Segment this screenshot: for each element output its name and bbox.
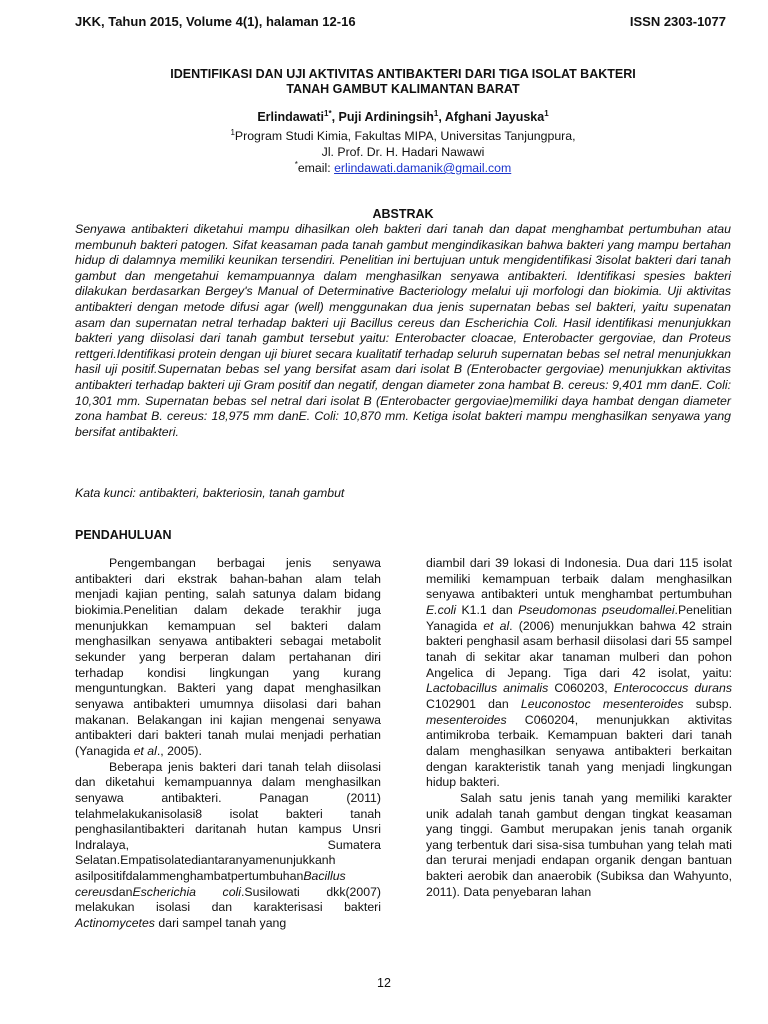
text-run: .Susilowati dkk(2007) melakukan isolasi dan karakterisasi bakteri bbox=[75, 884, 382, 915]
title-line-2: TANAH GAMBUT KALIMANTAN BARAT bbox=[286, 82, 520, 96]
author-2-affil: 1 bbox=[433, 108, 439, 118]
italic-run: et al bbox=[133, 743, 157, 758]
author-1: Erlindawati bbox=[257, 110, 325, 124]
email-marker: * bbox=[294, 159, 298, 169]
italic-run: Bacillus cereus bbox=[75, 869, 346, 899]
intro-paragraph bbox=[75, 556, 381, 760]
intro-paragraph: Salah satu jenis tanah yang memiliki karakter unik adalah tanah gambut dengan tingkat keasaman yang tinggi. Gambut merupakan jenis tanah organik yang terbentuk dari sisa-sisa tumbuhan yang telah mati dan terurai menjadi endapan organik dengan bantuan bakteri aerobik dan anaerobik (Subiksa dan Wahyunto, 2011). Data penyebaran lahan bbox=[426, 790, 732, 899]
author-2: , Puji Ardiningsih bbox=[331, 110, 434, 124]
italic-run: Lactobacillus animalis bbox=[426, 681, 549, 696]
text-run: diambil dari 39 lokasi di Indonesia. Dua dari 115 isolat memiliki kemampuan terbaik dalam menghasilkan senyawa antibakteri untuk menghambat pertumbuhan bbox=[426, 556, 732, 602]
italic-run: E.coli bbox=[426, 602, 457, 617]
author-1-affil: 1* bbox=[324, 108, 332, 118]
journal-citation: JKK, Tahun 2015, Volume 4(1), halaman 12-16 bbox=[75, 14, 356, 29]
email-link[interactable]: erlindawati.damanik@gmail.com bbox=[334, 161, 512, 175]
author-3-affil: 1 bbox=[544, 108, 549, 118]
intro-right-column bbox=[426, 556, 732, 900]
keywords: Kata kunci: antibakteri, bakteriosin, tanah gambut bbox=[75, 486, 345, 500]
intro-paragraph bbox=[75, 760, 381, 932]
text-run: Pengembangan berbagai jenis senyawa antibakteri dari ekstrak bahan-bahan alam telah menjadi kajian penting, salah satunya dalam bidang biokimia.Penelitian dalam dekade terakhir juga menunjukkan kemampuan sel bakteri dalam menghasilkan senyawa antibakteri sebagai metabolit sekunder yang berperan dalam pertahanan diri terhadap kondisi lingkungan yang kurang menguntungkan. Bakteri yang dapat menghasilkan senyawa antibakteri umumnya diisolasi dari bahan makanan. Belakangan ini kajian mengenai senyawa antibakteri dari bakteri tanah mulai menjadi perhatian (Yanagida bbox=[75, 556, 381, 758]
affiliation-marker: 1 bbox=[230, 127, 235, 137]
italic-run: Enterococcus durans bbox=[613, 681, 732, 696]
text-run: dari sampel tanah yang bbox=[154, 916, 287, 931]
affiliation-line-2: Jl. Prof. Dr. H. Hadari Nawawi bbox=[321, 145, 485, 159]
text-run: C060204, menunjukkan aktivitas antimikroba terbaik. Kemampuan bakteri dari tanah dalam menghasilkan senyawa antibakteri berkaitan dengan karakteristik tanah yang menjadi lingkungan hidup bakteri. bbox=[426, 712, 732, 790]
text-run: ., 2005). bbox=[156, 743, 202, 758]
page-number: 12 bbox=[377, 976, 391, 990]
affiliation-line-1: Program Studi Kimia, Fakultas MIPA, Universitas Tanjungpura, bbox=[234, 129, 576, 143]
title-line-1: IDENTIFIKASI DAN UJI AKTIVITAS ANTIBAKTERI DARI TIGA ISOLAT BAKTERI bbox=[170, 67, 636, 81]
issn: ISSN 2303-1077 bbox=[629, 14, 726, 29]
intro-left-column bbox=[75, 556, 381, 932]
text-run: .Penelitian Yanagida bbox=[426, 602, 732, 633]
author-list bbox=[75, 110, 731, 124]
intro-paragraph bbox=[426, 556, 732, 791]
italic-run: et al bbox=[483, 618, 510, 633]
text-run: dan bbox=[111, 884, 133, 899]
italic-run: mesenteroides bbox=[426, 712, 507, 727]
abstract-text: Senyawa antibakteri diketahui mampu dihasilkan oleh bakteri dari tanah dan dapat menghambat pertumbuhan atau membunuh bakteri patogen. Sifat keasaman pada tanah gambut mengindikasikan bahwa bakteri yang mampu bertahan hidup di dalamnya memiliki keunikan tersendiri. Penelitian ini bertujuan untuk mengidentifikasi 3isolat bakteri dari tanah gambut dan mengetahui kemampuannya dalam menghasilkan senyawa antibakteri. Identifikasi spesies bakteri dilakukan berdasarkan Bergey's Manual of Determinative Bacteriology melalui uji morfologi dan biokimia. Uji aktivitas antibakteri dengan metode difusi agar (well) menggunakan dua jenis supernatan bebas sel bakteri, yaitu supenatan asam dan supernatan netral terhadap bakteri uji Bacillus cereus dan Escherichia Coli. Hasil identifikasi menunjukkan bakteri yang diisolasi dari tanah gambut tersebut yaitu: Enterobacter cloacae, Enterobacter gergoviae, dan Proteus rettgeri.Identifikasi protein dengan uji biuret secara kualitatif terhadap seluruh supernatan bebas sel netral menunjukkan hasil uji positif.Supernatan bebas sel yang bersifat asam dari isolat B (Enterobacter gergoviae) menunjukkan aktivitas antibakteri terhadap bakteri uji Gram positif dan negatif, dengan diameter zona hambat B. cereus: 9,401 mm danE. Coli: 10,301 mm. Supernatan bebas sel netral dari isolat B (Enterobacter gergoviae)memiliki daya hambat dengan diameter zona hambat B. cereus: 18,975 mm danE. Coli: 10,870 mm. Ketiga isolat bakteri mampu menghasilkan senyawa yang bersifat antibakteri. bbox=[75, 222, 731, 439]
text-run: K1.1 dan bbox=[456, 602, 519, 617]
text-run: C102901 dan bbox=[426, 696, 521, 711]
italic-run: Actinomycetes bbox=[75, 916, 155, 931]
abstract-heading: ABSTRAK bbox=[372, 207, 434, 221]
text-run: subsp. bbox=[683, 696, 732, 711]
paper-title bbox=[75, 67, 731, 97]
author-3: , Afghani Jayuska bbox=[438, 110, 545, 124]
text-run: C060203, bbox=[548, 681, 614, 696]
text-run: . (2006) menunjukkan bahwa 42 strain bakteri penghasil asam berhasil diisolasi dari 55 sampel tanah di sekitar akar tanaman mulberi dan pohon Angelica di Jepang. Tiga dari 42 isolat, yaitu: bbox=[426, 618, 732, 680]
affiliation bbox=[75, 128, 731, 176]
italic-run: Pseudomonas pseudomallei bbox=[518, 602, 675, 617]
italic-run: Leuconostoc mesenteroides bbox=[520, 696, 684, 711]
text-run: Beberapa jenis bakteri dari tanah telah diisolasi dan diketahui kemampuannya dalam menghasilkan senyawa antibakteri. Panagan (2011) telahmelakukanisolasi8 isolat bakteri tanah penghasilantibakteri daritanah hutan kampus Unsri Indralaya, Sumatera Selatan.Empatisolatediantaranyamenunjukkanh asilpositifdalammenghambatpertumbuhan bbox=[75, 759, 381, 884]
italic-run: Escherichia coli bbox=[132, 884, 242, 899]
email-label: email: bbox=[297, 161, 335, 175]
section-heading-pendahuluan: PENDAHULUAN bbox=[75, 528, 172, 542]
